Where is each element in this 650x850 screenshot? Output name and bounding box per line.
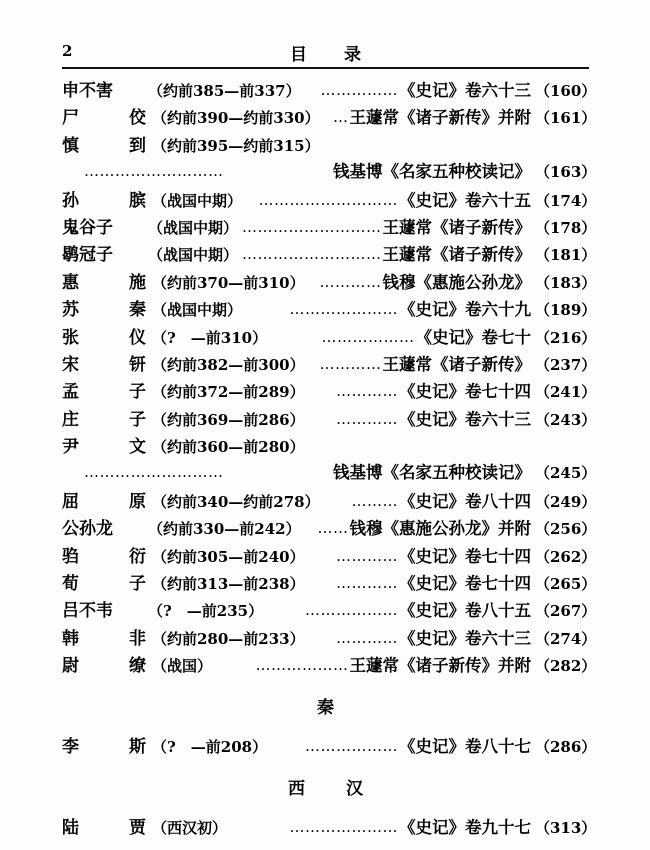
entry-name-char: 韦 <box>96 601 113 622</box>
entry-name-char: 原 <box>129 491 146 512</box>
entry-name <box>62 624 150 649</box>
entry-page-number: （265） <box>535 575 597 594</box>
entry-page-number: （178） <box>535 218 597 237</box>
entry-dates: （约前280—前233） <box>152 629 305 648</box>
entry-name-char: 文 <box>129 437 146 458</box>
entry-name-char: 尸 <box>62 108 79 129</box>
entry-dates: （西汉初） <box>152 818 228 837</box>
toc-row[interactable] <box>62 213 597 240</box>
entry-dates: （约前340—约前278） <box>152 492 320 511</box>
entry-page-number: （160） <box>535 82 597 100</box>
entry-page-number: （274） <box>535 629 597 648</box>
dot-leader-text: ………… <box>336 384 398 400</box>
toc-row[interactable] <box>62 103 597 130</box>
dot-leader <box>301 521 349 536</box>
entry-dates: （约前369—前286） <box>152 410 305 429</box>
entry-name-char: 惠 <box>62 272 79 293</box>
toc-row[interactable] <box>62 377 597 404</box>
toc-row[interactable] <box>62 651 597 678</box>
toc-row[interactable] <box>62 514 597 541</box>
entry-dates: （约前385—前337） <box>148 82 301 100</box>
entry-name <box>62 377 150 402</box>
entry-source: 《史记》卷六十三 <box>399 628 531 648</box>
dot-leader <box>242 193 398 208</box>
dot-leader <box>227 820 398 835</box>
entry-page-number: （163） <box>535 163 597 182</box>
entry-page-number: （267） <box>535 602 597 621</box>
dot-leader <box>305 384 398 399</box>
entry-name-char: 尹 <box>62 437 79 458</box>
entry-name-char: 尉 <box>62 656 79 677</box>
header-rule <box>62 67 589 69</box>
entry-name-char: 苏 <box>62 300 79 321</box>
entry-page-number: （245） <box>535 464 597 483</box>
toc-row[interactable] <box>62 186 597 213</box>
entry-name-char: 荀 <box>62 574 79 595</box>
dot-leader-text: ………………… <box>289 302 398 318</box>
entry-name-char: 斯 <box>129 736 146 757</box>
entry-dates: （约前390—约前330） <box>152 109 320 128</box>
entry-page-number: （181） <box>535 246 597 265</box>
dot-leader-text: ………… <box>319 356 382 372</box>
dot-leader <box>305 357 382 372</box>
entry-name <box>62 405 150 430</box>
entry-name-char: 陆 <box>62 817 79 838</box>
dot-leader <box>212 658 348 673</box>
entry-dates: （战国中期） <box>148 218 239 237</box>
entry-name-char: 子 <box>96 245 113 266</box>
dot-leader-text: ……………… <box>305 738 398 754</box>
section-spacer <box>62 679 589 692</box>
entry-name-char: 宋 <box>62 354 79 375</box>
entry-name-char: 申 <box>62 81 79 101</box>
dot-leader <box>238 220 381 235</box>
entry-dates: （约前360—前280） <box>152 438 305 457</box>
entry-page-number: （313） <box>535 818 597 837</box>
entry-page-number: （243） <box>535 410 597 429</box>
entry-name <box>62 295 150 320</box>
toc-row[interactable] <box>62 569 597 596</box>
entry-dates: （约前372—前289） <box>152 383 305 402</box>
dot-leader <box>84 465 323 480</box>
entry-dates: （? —前235） <box>148 602 264 621</box>
entry-name-char: 膑 <box>129 190 146 211</box>
dot-leader-text: ……………… <box>255 658 349 674</box>
entry-name-char: 谷 <box>79 217 96 238</box>
entry-name-char: 子 <box>96 217 113 238</box>
entry-source: 《史记》卷六十五 <box>399 190 531 210</box>
dot-leader-text: ……………… <box>321 329 415 345</box>
entry-source: 《史记》卷八十四 <box>399 491 531 511</box>
dot-leader <box>242 302 398 317</box>
dot-leader <box>84 164 323 179</box>
dot-leader-text: ………… <box>336 548 398 564</box>
dot-leader-text: ………… <box>336 630 398 646</box>
entry-dates: （约前305—前240） <box>152 547 305 566</box>
entry-page-number: （174） <box>535 191 597 210</box>
dot-leader-text: ………………… <box>289 819 398 835</box>
toc-row[interactable] <box>62 76 597 103</box>
entry-page-number: （262） <box>535 547 597 566</box>
dot-leader-text: ……………………… <box>242 247 382 263</box>
entry-source: 钱穆《惠施公孙龙》并附 <box>349 519 531 539</box>
dynasty-heading: 西 汉 <box>288 778 375 799</box>
entry-page-number: （216） <box>535 328 597 347</box>
toc-row[interactable] <box>62 268 597 295</box>
entry-name-char: 不 <box>79 601 96 622</box>
dot-leader <box>267 330 414 345</box>
dot-leader-text: …………… <box>320 83 398 98</box>
toc-row[interactable] <box>62 350 597 377</box>
entry-name-char: 贾 <box>129 817 146 838</box>
dot-leader <box>305 576 398 591</box>
entry-name <box>62 213 146 238</box>
entry-source: 王蘧常《诸子新传》 <box>382 245 531 265</box>
entry-page-number: （241） <box>535 383 597 402</box>
entry-name-char: 施 <box>129 272 146 293</box>
entry-source: 王蘧常《诸子新传》 <box>382 217 531 237</box>
running-head <box>62 40 589 66</box>
entry-source: 王蘧常《诸子新传》并附 <box>349 656 531 676</box>
dot-leader-text: …… <box>317 521 349 537</box>
entry-dates: （战国中期） <box>152 301 243 320</box>
toc-row[interactable] <box>62 405 597 432</box>
entry-name-char: 驺 <box>62 546 79 567</box>
entry-name-char: 缭 <box>129 656 146 677</box>
entry-name <box>62 596 146 621</box>
dot-leader <box>238 247 381 262</box>
entry-name-char: 孙 <box>79 519 96 540</box>
entry-name <box>62 542 150 567</box>
dot-leader-text: ………… <box>319 274 382 290</box>
entry-name <box>62 76 146 101</box>
entry-page-number: （286） <box>535 737 597 756</box>
toc-row[interactable] <box>62 295 597 322</box>
entry-dates: （? —前208） <box>152 737 268 756</box>
dot-leader-text: ………… <box>336 576 398 592</box>
toc-row[interactable] <box>62 432 589 459</box>
entry-name <box>62 514 146 539</box>
dot-leader <box>267 739 398 754</box>
entry-dates: （战国） <box>152 657 213 676</box>
dot-leader-text: ……………………… <box>242 219 382 235</box>
entry-name-char: 钘 <box>129 354 146 375</box>
entry-name-char: 吕 <box>62 601 79 622</box>
entry-name-char: 慎 <box>62 135 79 156</box>
entry-page-number: （256） <box>535 520 597 539</box>
entry-dates: （? —前310） <box>152 328 268 347</box>
entry-name-char: 冠 <box>79 245 96 266</box>
dot-leader-text: ……………………… <box>258 192 398 208</box>
section-spacer <box>62 800 589 813</box>
entry-source: 王蘧常《诸子新传》并附 <box>349 108 531 128</box>
entry-dates: （战国中期） <box>148 246 239 265</box>
entry-name <box>62 240 146 265</box>
toc-row[interactable] <box>62 459 597 486</box>
entry-name-char: 鬼 <box>62 217 79 238</box>
entry-name-char: 韩 <box>62 628 79 649</box>
toc-entry-list <box>62 76 597 840</box>
entry-name <box>62 103 150 128</box>
page-title: 目 录 <box>290 45 371 65</box>
entry-page-number: （237） <box>535 355 597 374</box>
dot-leader <box>320 494 398 509</box>
dynasty-heading: 秦 <box>317 697 346 718</box>
entry-page-number: （249） <box>535 492 597 511</box>
dot-leader <box>263 603 398 618</box>
entry-source: 《史记》卷七十四 <box>399 546 531 566</box>
entry-name-char: 非 <box>129 628 146 649</box>
entry-source: 《史记》卷六十三 <box>399 409 531 429</box>
entry-name <box>62 350 150 375</box>
dot-leader-text: ………… <box>336 411 398 427</box>
dot-leader <box>301 83 398 98</box>
entry-name-char: 害 <box>96 81 113 101</box>
dot-leader-text: ……… <box>351 493 398 509</box>
section-spacer <box>62 719 589 732</box>
dot-leader <box>305 275 382 290</box>
dot-leader <box>305 549 398 564</box>
entry-name-char: 秦 <box>129 300 146 321</box>
entry-name <box>62 131 150 156</box>
toc-row[interactable] <box>62 240 597 267</box>
dot-leader <box>305 412 398 427</box>
entry-name <box>62 268 150 293</box>
entry-name <box>62 651 150 676</box>
entry-name-char: 到 <box>129 135 146 156</box>
entry-page-number: （183） <box>535 273 597 292</box>
entry-name <box>62 732 150 757</box>
dot-leader-text: ……………………… <box>84 164 224 180</box>
entry-name-char: 子 <box>129 574 146 595</box>
entry-name-char: 孙 <box>62 190 79 211</box>
entry-source: 《史记》卷六十九 <box>399 300 531 320</box>
entry-name-char: 鹖 <box>62 245 79 266</box>
folio-page-number: 2 <box>62 42 73 60</box>
entry-name <box>62 813 150 838</box>
entry-page-number: （282） <box>535 657 597 676</box>
dot-leader-text: … <box>333 110 349 126</box>
entry-source: 《史记》卷七十 <box>415 327 531 347</box>
entry-source: 《史记》卷九十七 <box>399 817 531 837</box>
entry-source: 《史记》卷八十五 <box>399 601 531 621</box>
entry-name-char: 子 <box>129 382 146 403</box>
entry-dates: （约前382—前300） <box>152 355 305 374</box>
entry-name-char: 张 <box>62 327 79 348</box>
entry-source: 钱基博《名家五种校读记》 <box>333 162 531 182</box>
entry-name-char: 仪 <box>129 327 146 348</box>
entry-name <box>62 186 150 211</box>
entry-name-char: 子 <box>129 409 146 430</box>
toc-row[interactable] <box>62 487 597 514</box>
toc-row[interactable] <box>62 158 597 185</box>
dot-leader-text: ……………………… <box>84 465 224 481</box>
entry-source: 王蘧常《诸子新传》 <box>382 354 531 374</box>
entry-dates: （约前395—约前315） <box>152 136 320 155</box>
entry-name-char: 李 <box>62 736 79 757</box>
entry-name-char: 屈 <box>62 491 79 512</box>
entry-name <box>62 487 150 512</box>
entry-source: 《史记》卷八十七 <box>399 736 531 756</box>
entry-name-char: 公 <box>62 519 79 540</box>
entry-name <box>62 569 150 594</box>
toc-row[interactable] <box>62 624 597 651</box>
entry-dates: （约前313—前238） <box>152 575 305 594</box>
entry-dates: （战国中期） <box>152 191 243 210</box>
entry-source: 钱基博《名家五种校读记》 <box>333 463 531 483</box>
entry-name-char: 庄 <box>62 409 79 430</box>
entry-name-char: 衍 <box>129 546 146 567</box>
section-spacer <box>62 759 589 772</box>
entry-source: 《史记》卷七十四 <box>399 382 531 402</box>
entry-source: 《史记》卷六十三 <box>399 81 531 100</box>
toc-row[interactable] <box>62 131 589 158</box>
entry-name <box>62 323 150 348</box>
entry-dates: （约前330—前242） <box>148 520 301 539</box>
dot-leader <box>320 110 349 125</box>
entry-dates: （约前370—前310） <box>152 273 305 292</box>
entry-page-number: （161） <box>535 109 597 128</box>
toc-row[interactable] <box>62 732 597 759</box>
dot-leader-text: ……………… <box>305 603 398 619</box>
dot-leader <box>305 631 398 646</box>
entry-source: 钱穆《惠施公孙龙》 <box>382 272 531 292</box>
toc-row[interactable] <box>62 542 597 569</box>
toc-row[interactable] <box>62 323 597 350</box>
entry-name-char: 龙 <box>96 519 113 540</box>
entry-name-char: 佼 <box>129 108 146 129</box>
entry-name <box>62 432 150 457</box>
entry-name-char: 不 <box>79 81 96 101</box>
entry-page-number: （189） <box>535 301 597 320</box>
toc-row[interactable] <box>62 813 597 840</box>
entry-source: 《史记》卷七十四 <box>399 574 531 594</box>
entry-name-char: 孟 <box>62 382 79 403</box>
toc-row[interactable] <box>62 596 597 623</box>
